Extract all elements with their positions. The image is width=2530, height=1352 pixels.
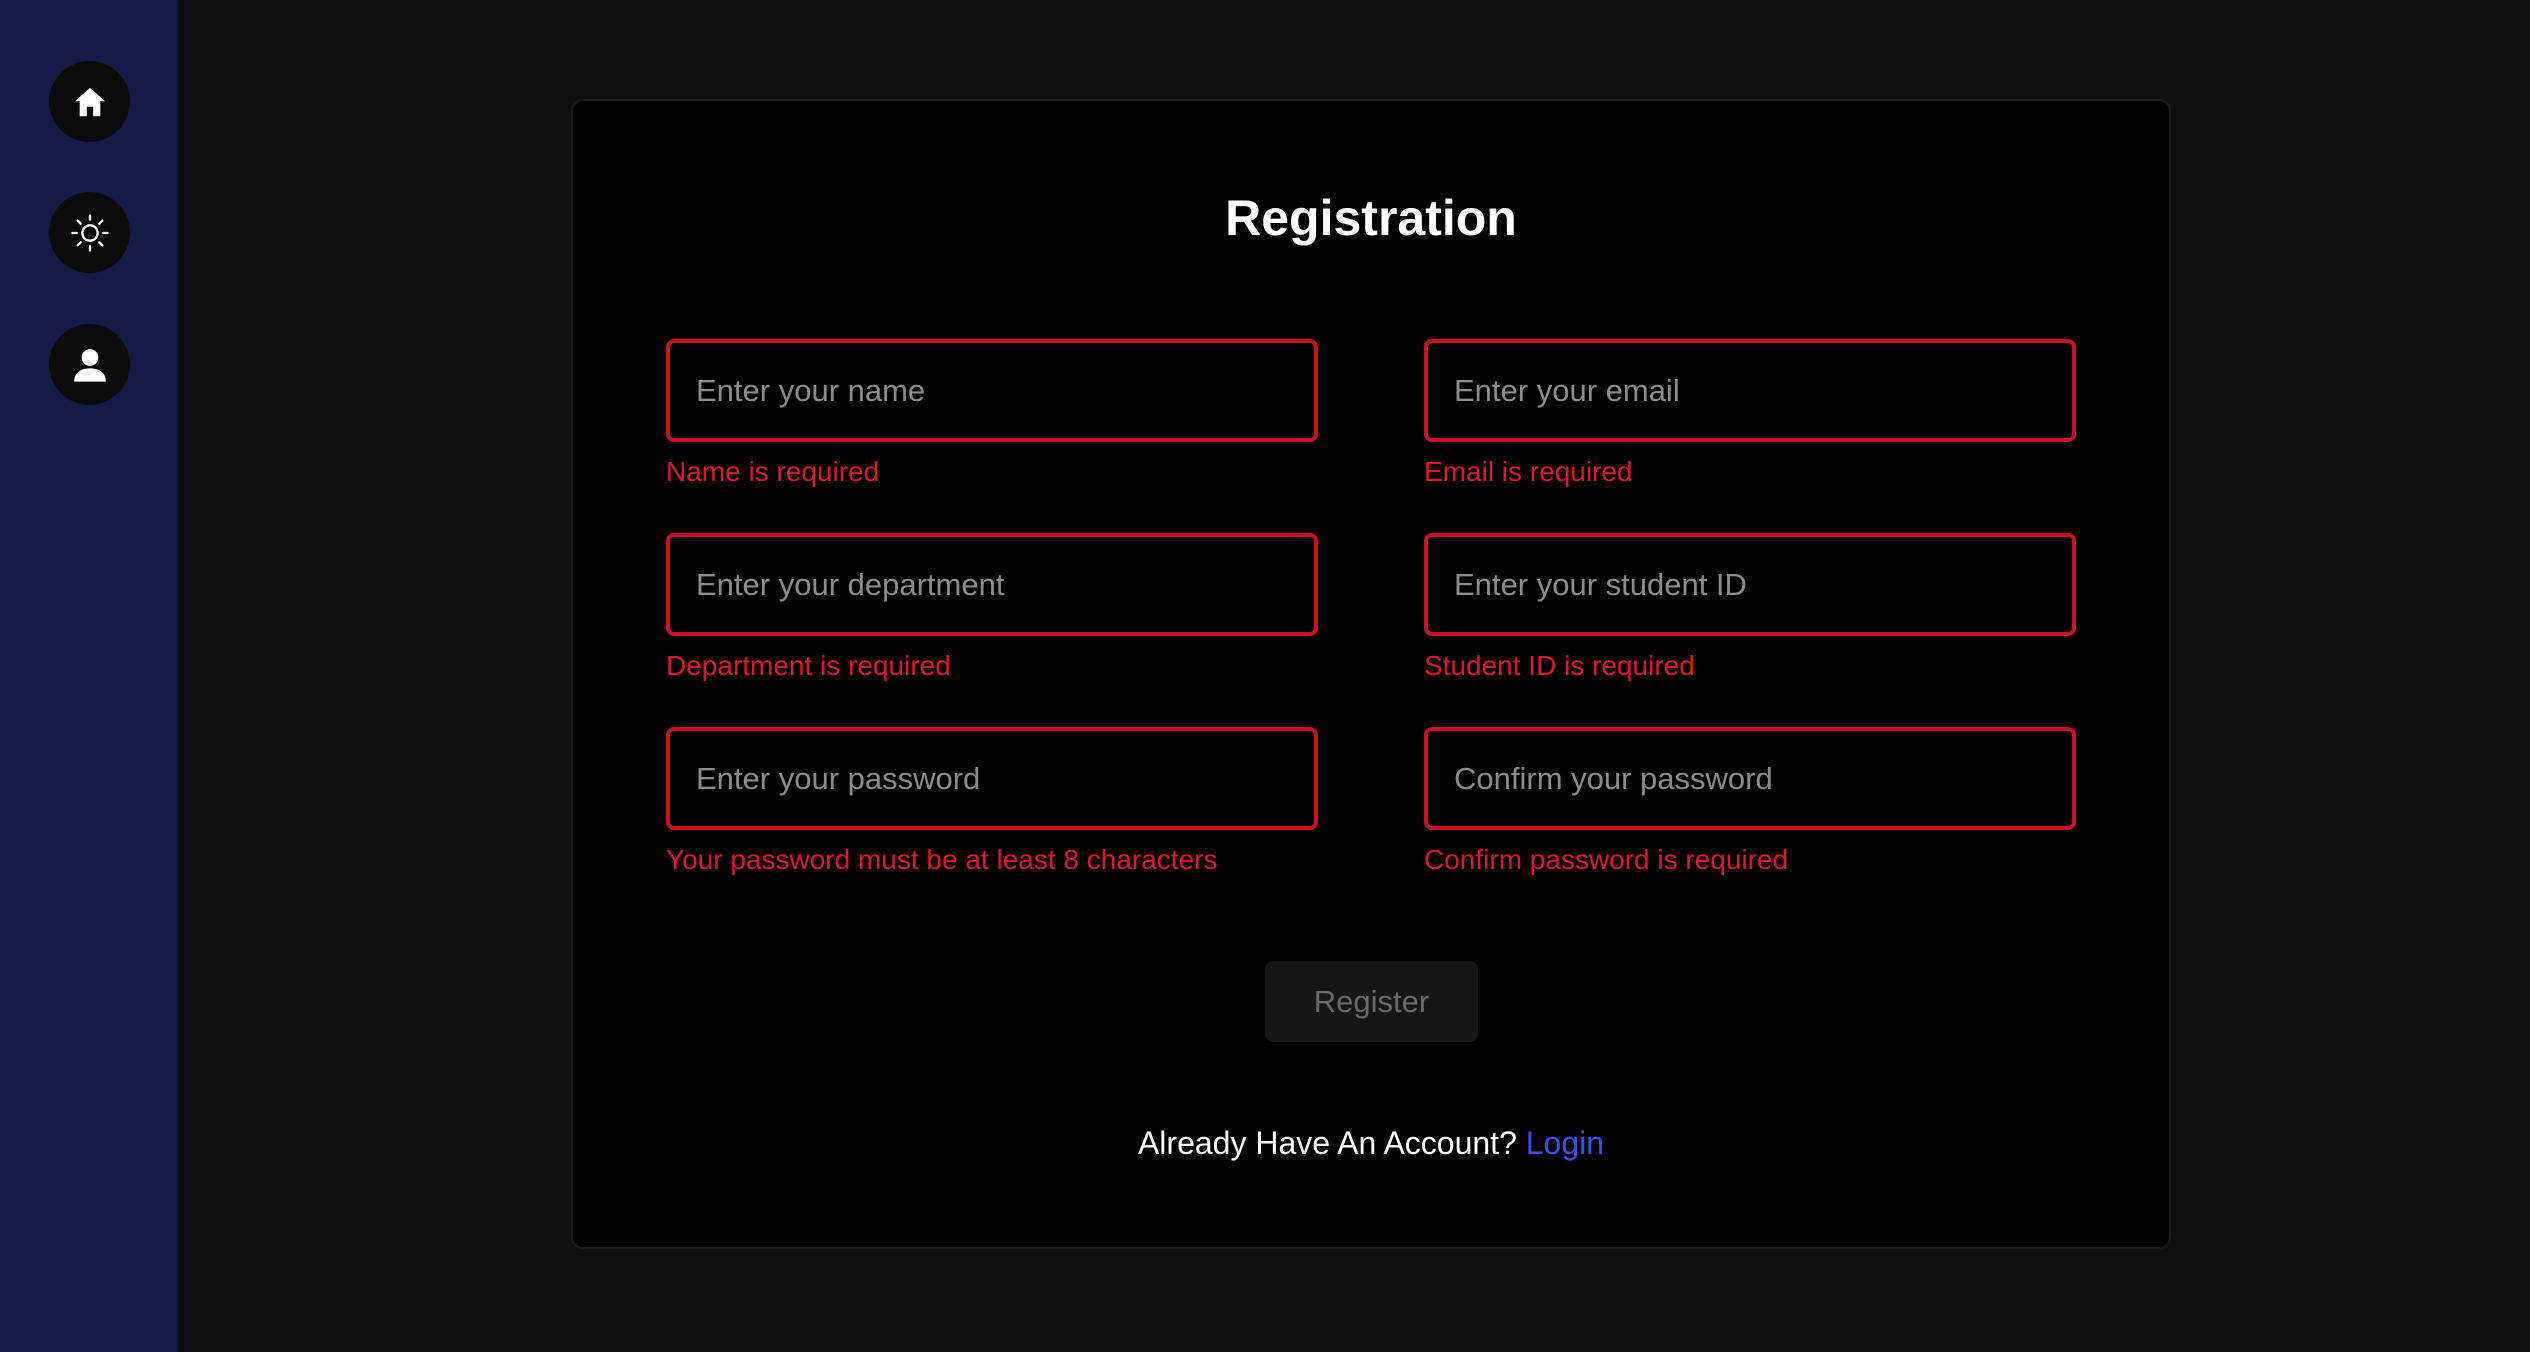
login-link[interactable]: Login — [1525, 1125, 1605, 1161]
student-id-input[interactable] — [1424, 533, 2076, 636]
user-icon — [70, 345, 110, 385]
register-button[interactable]: Register — [1265, 961, 1478, 1042]
home-icon — [71, 83, 109, 121]
password-error: Your password must be at least 8 characters — [666, 844, 1218, 875]
name-input[interactable] — [666, 339, 1318, 442]
name-error: Name is required — [666, 456, 880, 487]
confirm-password-input[interactable] — [1424, 727, 2076, 830]
theme-toggle-button[interactable] — [49, 192, 130, 273]
profile-button[interactable] — [49, 324, 130, 405]
login-prompt-text: Already Have An Account? — [1137, 1125, 1517, 1161]
student-id-error: Student ID is required — [1424, 650, 1695, 681]
password-input[interactable] — [666, 727, 1318, 830]
email-input[interactable] — [1424, 339, 2076, 442]
email-error: Email is required — [1424, 456, 1633, 487]
sidebar — [0, 0, 178, 1352]
home-button[interactable] — [49, 61, 130, 142]
login-prompt — [573, 1125, 2169, 1162]
sun-icon — [70, 213, 110, 253]
registration-card — [571, 99, 2171, 1249]
department-input[interactable] — [666, 533, 1318, 636]
confirm-password-error: Confirm password is required — [1424, 844, 1789, 875]
page-title: Registration — [1225, 190, 1517, 246]
department-error: Department is required — [666, 650, 951, 681]
